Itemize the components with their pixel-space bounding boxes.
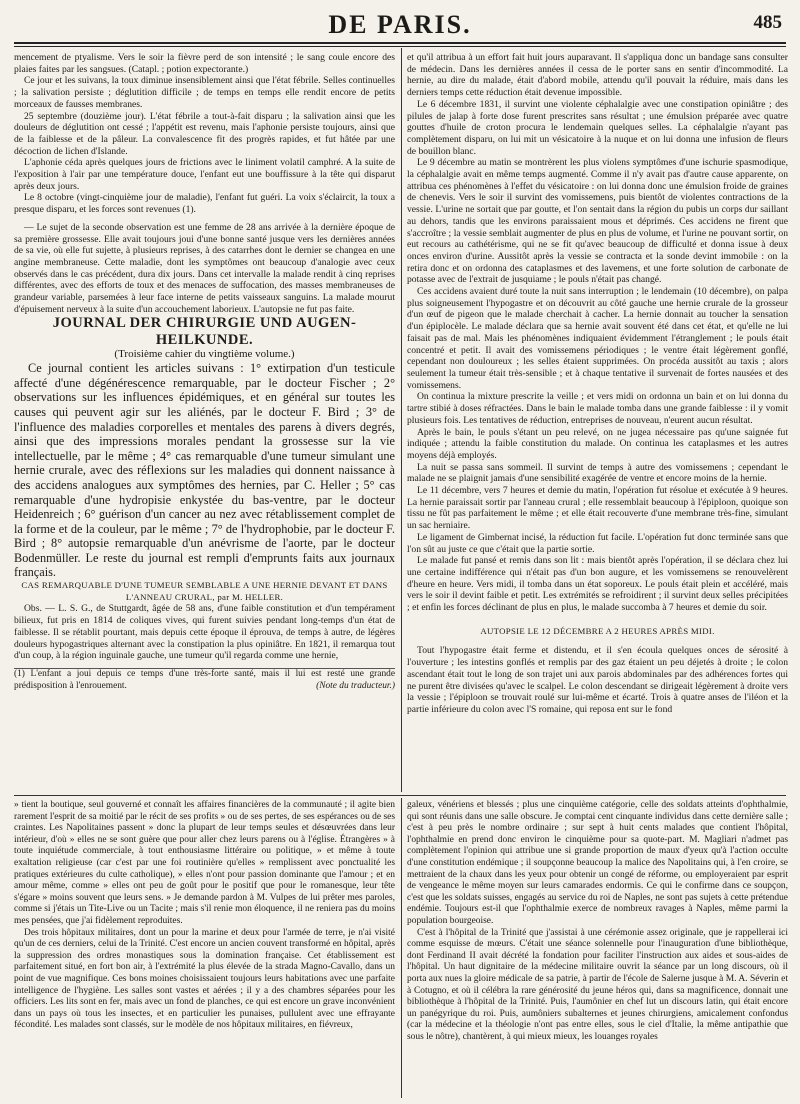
footnote-credit: (Note du traducteur.) bbox=[316, 680, 395, 691]
paragraph: Ces accidens avaient duré toute la nuit sans interruption ; le lendemain (10 décembre), on palpa plus soigneusement l'hypogastre et on découvrit au côté gauche une hernie crurale de la grosseur d'un œuf de pigeon que le malade cherchait à cacher. La hernie donnait au toucher la sensation d'un épiplocèle. Le malade déclara que sa hernie avait souvent été dans cet état, et qu'elle ne lui faisait pas de mal. Mais les phénomènes indiquaient évidemment l'étranglement ; le pouls était concentré et petit. Il avait des vomissemens périodiques ; le ventre était légèrement gonflé, cependant non douloureux ; les selles étaient supprimées. On procéda aussitôt au taxis ; alors seulement la tumeur était très-sensible ; et à chaque tentative il survenait de fortes nausées et des vomissemens. bbox=[407, 286, 788, 391]
journal-title: JOURNAL DER CHIRURGIE UND AUGEN-HEILKUNDE. bbox=[52, 315, 357, 349]
header-rule bbox=[14, 42, 786, 47]
paragraph: » tient la boutique, seul gouverné et connaît les affaires financières de la communauté ; il agite bien rarement l'esprit de sa moitié par le récit de ses profits » ou de ses pertes, de ses espérances ou de ses craintes. Les Napolitaines passent » donc la plupart de leur temps seules et désœuvrées dans leur intérieur, d'où » elles ne se sont guère que pour aller chez leurs parens ou à l'église. Étrangères » à toute inquiétude commerciale, à tout enthousiasme littéraire ou politique, » et même à toute exaltation religieuse (car c'est par une foi routinière qu'elles » remplissent avec ponctualité les pratiques extérieures du culte catholique), » elles n'ont pour passion dominante que l'amour ; et en amour même, comme » elles ont peu de goût pour le positif que pour le romanesque, leur tête s'égare » moins souvent que leurs sens. » Je demande pardon à M. Vulpes de lui prêter mes paroles, comme si j'étais un Tite-Live ou un Tacite ; mais s'il renie mon éloquence, il ne reniera pas du moins mes pensées, que j'ai fidèlement reproduites. bbox=[14, 800, 395, 926]
column-divider-bottom bbox=[401, 798, 402, 1098]
left-column bbox=[14, 52, 395, 792]
journal-contents bbox=[14, 361, 395, 580]
feuilleton-left bbox=[14, 800, 395, 1100]
paragraph: galeux, vénériens et blessés ; plus une cinquième catégorie, celle des soldats atteints d'ophthalmie, qui sont réunis dans une salle obscure. Je comptai cent cinquante individus dans cette dernière salle ; c'est à peu près le nombre ordinaire ; sur sept à huit cents malades que contient l'hôpital, l'ophthalmie en prend donc environ le cinquième pour sa quote-part. M. Magliari n'admet pas complètement l'opinion qui attribue une si grande proportion de maux d'yeux qu'à l'action occulte d'une constitution endémique ; il soupçonne beaucoup la malice des Napolitains qui, à l'en croire, se mettraient de la chaux dans les yeux pour obtenir un congé de réforme, ou employeraient par esprit de vengeance le même moyen sur leurs camarades endormis. Ce qui le confirme dans ce soupçon, c'est que les soldats suisses, engagés au service du roi de Naples, ne sont pas sujets à cette prétendue endémie. Toujours est-il que l'ophthalmie exerce de nombreux ravages à Naples, même parmi la population bourgeoise. bbox=[407, 800, 788, 926]
paragraph: mencement de ptyalisme. Vers le soir la fièvre perd de son intensité ; le sang coule encore des plaies faites par les sangsues. (Catapl. ; potion expectorante.) bbox=[14, 52, 395, 75]
journal-subtitle: (Troisième cahier du vingtième volume.) bbox=[114, 348, 295, 361]
paragraph: Tout l'hypogastre était ferme et distendu, et il s'en écoula quelques onces de sérosité à l'ouverture ; les intestins gonflés et remplis par des gaz étaient un peu déjetés à droite ; le colon ascendant était tout le long de son trajet uni aux parois abdominales par des adhérences fortes qui ne purent être divisées qu'avec le scalpel. Le colon descendant se dirigeait légèrement à droite vers la vessie ; l'épiploon se trouvait roulé sur lui-même et écarté. Trois à quatre anses de l'iléon et la partie inférieure du colon avec l'S romaine, qui reposa ent sur le fond bbox=[407, 645, 788, 715]
paragraph: Le malade fut pansé et remis dans son lit : mais bientôt après l'opération, il se déclara chez lui une certaine indifférence qui n'était pas d'un bon augure, et les vomissemens se renouvelèrent d'heure en heure. Vers midi, il tomba dans un état soporeux. Le pouls était plein et accéléré, mais vers le soir il devint faible et petit. Les extrémités se refroidirent ; il survint deux selles précipitées ; et enfin les forces déclinant de plus en plus, le malade succomba à 7 heures et demie du soir. bbox=[407, 555, 788, 614]
paragraph: Le 6 décembre 1831, il survint une violente céphalalgie avec une constipation opiniâtre ; des pilules de jalap à forte dose furent prescrites sans résultat ; une émulsion préparée avec quatre gouttes d'huile de croton procura le lendemain quelques selles. La céphalalgie n'ayant pas complètement disparu, on lui mit un vésicatoire à la nuque et on lui donna une infusion de fleurs de bouillon blanc. bbox=[407, 98, 788, 157]
paragraph: Le ligament de Gimbernat incisé, la réduction fut facile. L'opération fut donc terminée sans que l'on sût au juste ce que c'était que la partie sortie. bbox=[407, 531, 788, 555]
section-rule bbox=[14, 795, 786, 796]
paragraph: 25 septembre (douzième jour). L'état fébrile a tout-à-fait disparu ; la salivation ainsi que les douleurs de déglutition ont cessé ; l'appétit est revenu, mais l'aphonie persiste toujours, ainsi que de la faiblesse et de la pâleur. La convalescence fit des progrès rapides, et fut hâtée par une décoction de lichen d'Islande. bbox=[14, 110, 395, 157]
column-divider-top bbox=[401, 48, 402, 792]
paragraph: Ce jour et les suivans, la toux diminue insensiblement ainsi que l'état fébrile. Selles continuelles ; la salivation persiste ; déglutition difficile ; de temps en temps elle rendit encore de petits morceaux de fausses membranes. bbox=[14, 75, 395, 110]
paragraph: L'aphonie céda après quelques jours de frictions avec le liniment volatil camphré. A la suite de l'exposition à l'air par une température douce, l'enfant eut une bouffissure à la tête qui disparut après deux jours. bbox=[14, 157, 395, 192]
footnote-text: (1) L'enfant a joui depuis ce temps d'une très-forte santé, mais il lui est resté une grande prédisposition à l'enrouement. bbox=[14, 669, 395, 691]
paragraph: Ce journal contient les articles suivans : 1° extirpation d'un testicule affecté d'une dégénérescence remarquable, par le docteur Fischer ; 2° observations sur les influences épidémiques, et en général sur toutes les causes qui peuvent agir sur les aliénés, par le docteur F. Bird ; 3° de l'influence des maladies corporelles et mentales des parens à divers degrés, ainsi que des impressions morales pendant la grossesse sur la vie intellectuelle, par le même ; 4° cas remarquable d'une tumeur simulant une hernie crurale, avec des réflexions sur les maladies qui donnent naissance à des accidens analogues aux symptômes des hernies, par C. Heller ; 5° cas remarquable d'une hydropisie enkystée du bas-ventre, par le docteur Heidenreich ; 6° guérison d'un cancer au nez avec rétablissement complet de la forme et de la couleur, par le même ; 7° de l'hydrophobie, par le docteur F. Bird ; 8° autopsie remarquable d'un anévrisme de l'aorte, par le docteur Bodenmüller. Le reste du journal est rempli d'emprunts faits aux journaux français. bbox=[14, 361, 395, 580]
paragraph: — Le sujet de la seconde observation est une femme de 28 ans arrivée à la dernière époque de sa première grossesse. Elle avait toujours joui d'une bonne santé jusque vers les dernières années de sa vie, où elle fut sujette, à plusieurs reprises, à des catarrhes dont le dernier se changea en une angine membraneuse. Cette maladie, dont les symptômes ont beaucoup d'analogie avec ceux observés dans le cas précédent, dura dix jours. Dans cet intervalle la malade rendit à cinq reprises différentes, avec des efforts de toux et des menaces de suffocation, des masses membraneuses de grandeur variable, parsemées à leur face interne de petits vaisseaux sanguins. La malade mourut d'épuisement nerveux à la suite d'un accouchement laborieux. L'autopsie ne fut pas faite. bbox=[14, 221, 395, 315]
paragraph: On continua la mixture prescrite la veille ; et vers midi on ordonna un bain et on lui donna du tartre stibié à doses réfractées. Dans le bain le malade tomba dans une grande faiblesse : il y vomit plusieurs fois. Les tentatives de réduction, entreprises de nouveau, n'eurent aucun résultat. bbox=[407, 391, 788, 426]
feuilleton-right bbox=[407, 800, 788, 1100]
right-column bbox=[407, 52, 788, 792]
paragraph: Après le bain, le pouls s'étant un peu relevé, on ne jugea nécessaire pas qu'une saignée fut indiquée ; attendu la faible constitution du malade. On continua les cataplasmes et les autres moyens déjà employés. bbox=[407, 426, 788, 461]
page-number: 485 bbox=[753, 12, 782, 33]
paragraph: et qu'il attribua à un effort fait huit jours auparavant. Il s'appliqua donc un bandage sans consulter de médecin. Dans les dernières années il cessa de le porter sans en sentir d'incommodité. La hernie, au dire du malade, était d'abord mobile, attendu qu'il pouvait la réduire, mais dans les derniers temps cette réduction était devenue impossible. bbox=[407, 52, 788, 99]
paragraph: Des trois hôpitaux militaires, dont un pour la marine et deux pour l'armée de terre, je n'ai visité qu'un de ces derniers, celui de la Trinité. C'est encore un ancien couvent transformé en hôpital, après la suppression des ordres monastiques sous la domination française. Cet établissement est parfaitement situé, en fort bon air, à l'extrémité la plus élevée de la strada Magno-Cavallo, dans un point de vue magnifique. Ces bons moines choisissaient toujours leurs habitations avec une parfaite intelligence de l'hygiène. Les salles sont vastes et aérées ; il y a des chambres séparées pour les officiers. Les lits sont en fer, mais avec un fond de planches, ce qui est encore un grave inconvénient dans un pays où tous les insectes, et en particulier les punaises, pullulent avec une effrayante fécondité. Les malades sont classés, sur le modèle de nos hôpitaux militaires, en fiévreux, bbox=[14, 927, 395, 1031]
case-title: CAS REMARQUABLE D'UNE TUMEUR SEMBLABLE A UNE HERNIE DEVANT ET DANS L'ANNEAU CRURAL, par M. HELLER. bbox=[21, 580, 388, 602]
paragraph: C'est à l'hôpital de la Trinité que j'assistai à une cérémonie assez originale, que je rappellerai ici comme esquisse de mœurs. C'était une séance solennelle pour l'inauguration d'une bibliothèque, dont Ferdinand II avait décrété la fondation pour faciliter l'instruction aux aides et sous-aides de l'hôpital. Un haut dignitaire de la médecine militaire ouvrit la séance par un long discours, où il porta aux nues la gloire médicale de sa patrie, à partir de l'école de Salerne jusque à M. A. Séverin et à Cotugno, et où il célébra la rare générosité du jeune héros qui, dans sa magnificence, donnait une bibliothèque à l'hôpital de la Trinité. Puis, l'aumônier en chef lut un discours latin, qui était encore un panégyrique du roi. Puis, aumôniers subalternes et jeunes chirurgiens, amicalement confondus (car la médecine et la théologie n'ont pas entre elles, sous le ciel d'Italie, la même antipathie que sous le nôtre), chantèrent, à qui mieux mieux, les louanges royales bbox=[407, 927, 788, 1042]
paragraph: Le 9 décembre au matin se montrèrent les plus violens symptômes d'une ischurie spasmodique, la céphalalgie avait en même temps augmenté. Comme il n'y avait pas d'autre cause apparente, on attribua ces phénomènes à l'effet du vésicatoire : on lui donna donc une émulsion froide de graines de chenevis. Vers le soir il survint des vomissemens, puis bientôt de violentes contractions de la vessie. L'urine ne sortait que par goutte, et l'on sentait dans la région du pubis un corps dur saillant au dehors, tandis que les environs paraissaient mous et déprimés. Ces accidens ne firent que s'accroître ; la vessie semblait augmenter de plus en plus de volume, et l'urine ne pouvant sortir, on eut recours au cathétérisme, qui ne se fit qu'avec beaucoup de difficulté et donna issue à deux onces environ d'urine. Aussitôt après la vessie se contracta et la sonde devint immobile : on la retira donc et on ordonna des cataplasmes et des lavemens, et une forte solution de carbonate de potasse avec de l'extrait de jusquiame ; le pouls n'était pas changé. bbox=[407, 157, 788, 286]
paragraph: Le 11 décembre, vers 7 heures et demie du matin, l'opération fut résolue et exécutée à 9 heures. La hernie paraissait sortir par l'anneau crural ; elle ressemblait beaucoup à l'épiploon, quoique son tissu ne fût pas parfaitement le même ; et elle était recouverte d'une membrane très-fine, simulant un sac herniaire. bbox=[407, 485, 788, 532]
page-title: DE PARIS. bbox=[328, 10, 472, 39]
page-header bbox=[14, 10, 786, 38]
paragraph: Obs. — L. S. G., de Stuttgardt, âgée de 58 ans, d'une faible constitution et d'un tempérament bilieux, fut pris en 1814 de coliques vives, qui furent suivies pendant long-temps d'un état de faiblesse. Il se rétablit pourtant, mais depuis cette époque il éprouva, de temps à autre, de légères douleurs hypogastriques alternant avec la constipation la plus opiniâtre. En 1821, il remarqua tout d'un coup, à la région inguinale gauche, une tumeur qu'il regarda comme une hernie, bbox=[14, 603, 395, 662]
footnote bbox=[14, 669, 395, 692]
paragraph: Le 8 octobre (vingt-cinquième jour de maladie), l'enfant fut guéri. La voix s'éclaircit, la toux a presque disparu, et les forces sont revenues (1). bbox=[14, 192, 395, 216]
paragraph: La nuit se passa sans sommeil. Il survint de temps à autre des vomissemens ; cependant le malade ne se plaignit jamais d'une sensibilité exagérée de ventre et encore moins de la hernie. bbox=[407, 461, 788, 485]
autopsy-title: AUTOPSIE LE 12 DÉCEMBRE A 2 HEURES APRÈS MIDI. bbox=[480, 625, 715, 636]
